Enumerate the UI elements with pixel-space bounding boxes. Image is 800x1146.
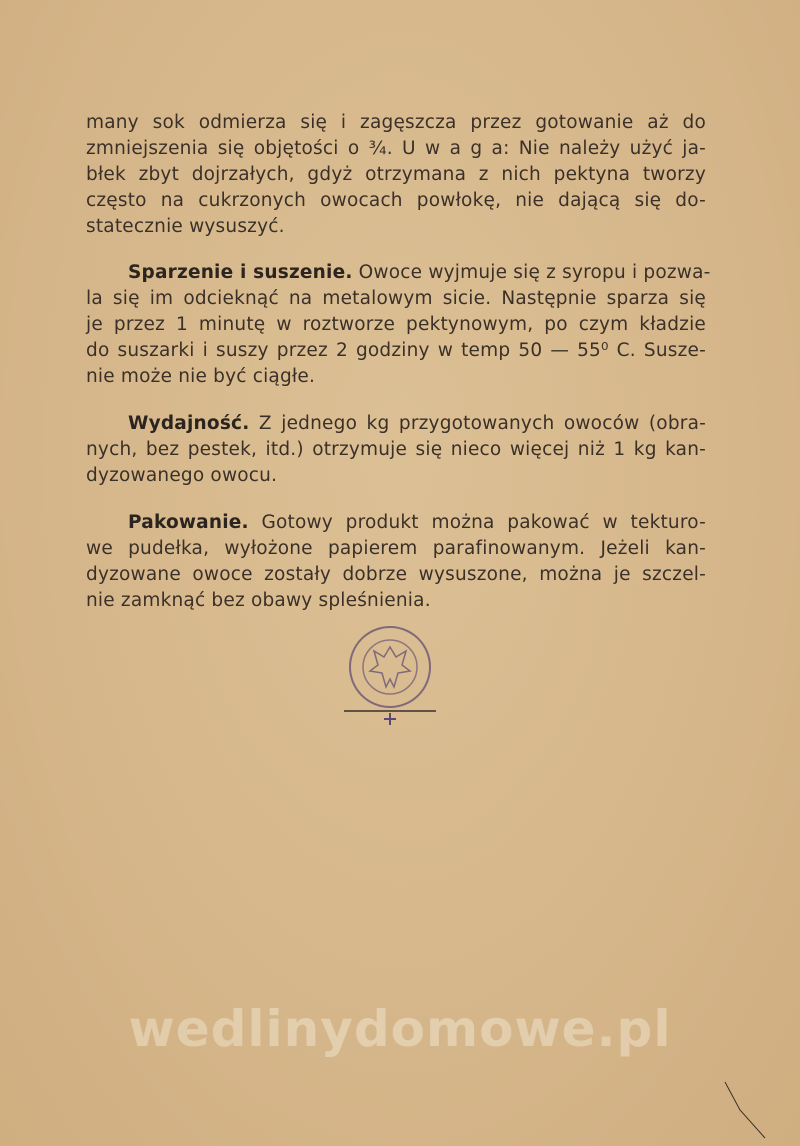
text-line	[128, 411, 706, 437]
text-line	[128, 260, 711, 286]
text-line: nie może nie być ciągłe.	[86, 366, 316, 387]
text-span: Gotowy produkt można pakować w tekturo-	[261, 512, 706, 533]
text-line: la się im odcieknąć na metalowym sicie. Następnie sparza się	[86, 288, 706, 309]
scan-mark	[720, 1080, 770, 1140]
text-line: nie zamknąć bez obawy spleśnienia.	[86, 590, 431, 611]
watermark: wedlinydomowe.pl	[128, 1000, 672, 1058]
text-line: statecznie wysuszyć.	[86, 216, 285, 237]
text-line: zmniejszenia się objętości o ¾. U w a g a: Nie należy użyć ja-	[86, 138, 706, 159]
text-line: błek zbyt dojrzałych, gdyż otrzymana z nich pektyna tworzy	[86, 164, 706, 185]
text-line: dyzowane owoce zostały dobrze wysuszone, można je szczel-	[86, 564, 706, 585]
section-heading: Wydajność.	[128, 413, 250, 434]
text-line	[128, 510, 706, 536]
text-line: do suszarki i suszy przez 2 godziny w temp 50 — 55⁰ C. Susze-	[86, 340, 706, 361]
text-line: we pudełka, wyłożone papierem parafinowanym. Jeżeli kan-	[86, 538, 706, 559]
section-heading: Pakowanie.	[128, 512, 249, 533]
library-stamp	[330, 615, 450, 730]
text-line: many sok odmierza się i zagęszcza przez gotowanie aż do	[86, 112, 706, 133]
text-span: Owoce wyjmuje się z syropu i pozwa-	[358, 262, 711, 283]
section-heading: Sparzenie i suszenie.	[128, 262, 353, 283]
text-line: dyzowanego owocu.	[86, 465, 278, 486]
text-line: często na cukrzonych owocach powłokę, nie dającą się do-	[86, 190, 706, 211]
text-line: nych, bez pestek, itd.) otrzymuje się nieco więcej niż 1 kg kan-	[86, 439, 706, 460]
text-span: Z jednego kg przygotowanych owoców (obra-	[258, 413, 706, 434]
text-line: je przez 1 minutę w roztworze pektynowym, po czym kładzie	[86, 314, 706, 335]
